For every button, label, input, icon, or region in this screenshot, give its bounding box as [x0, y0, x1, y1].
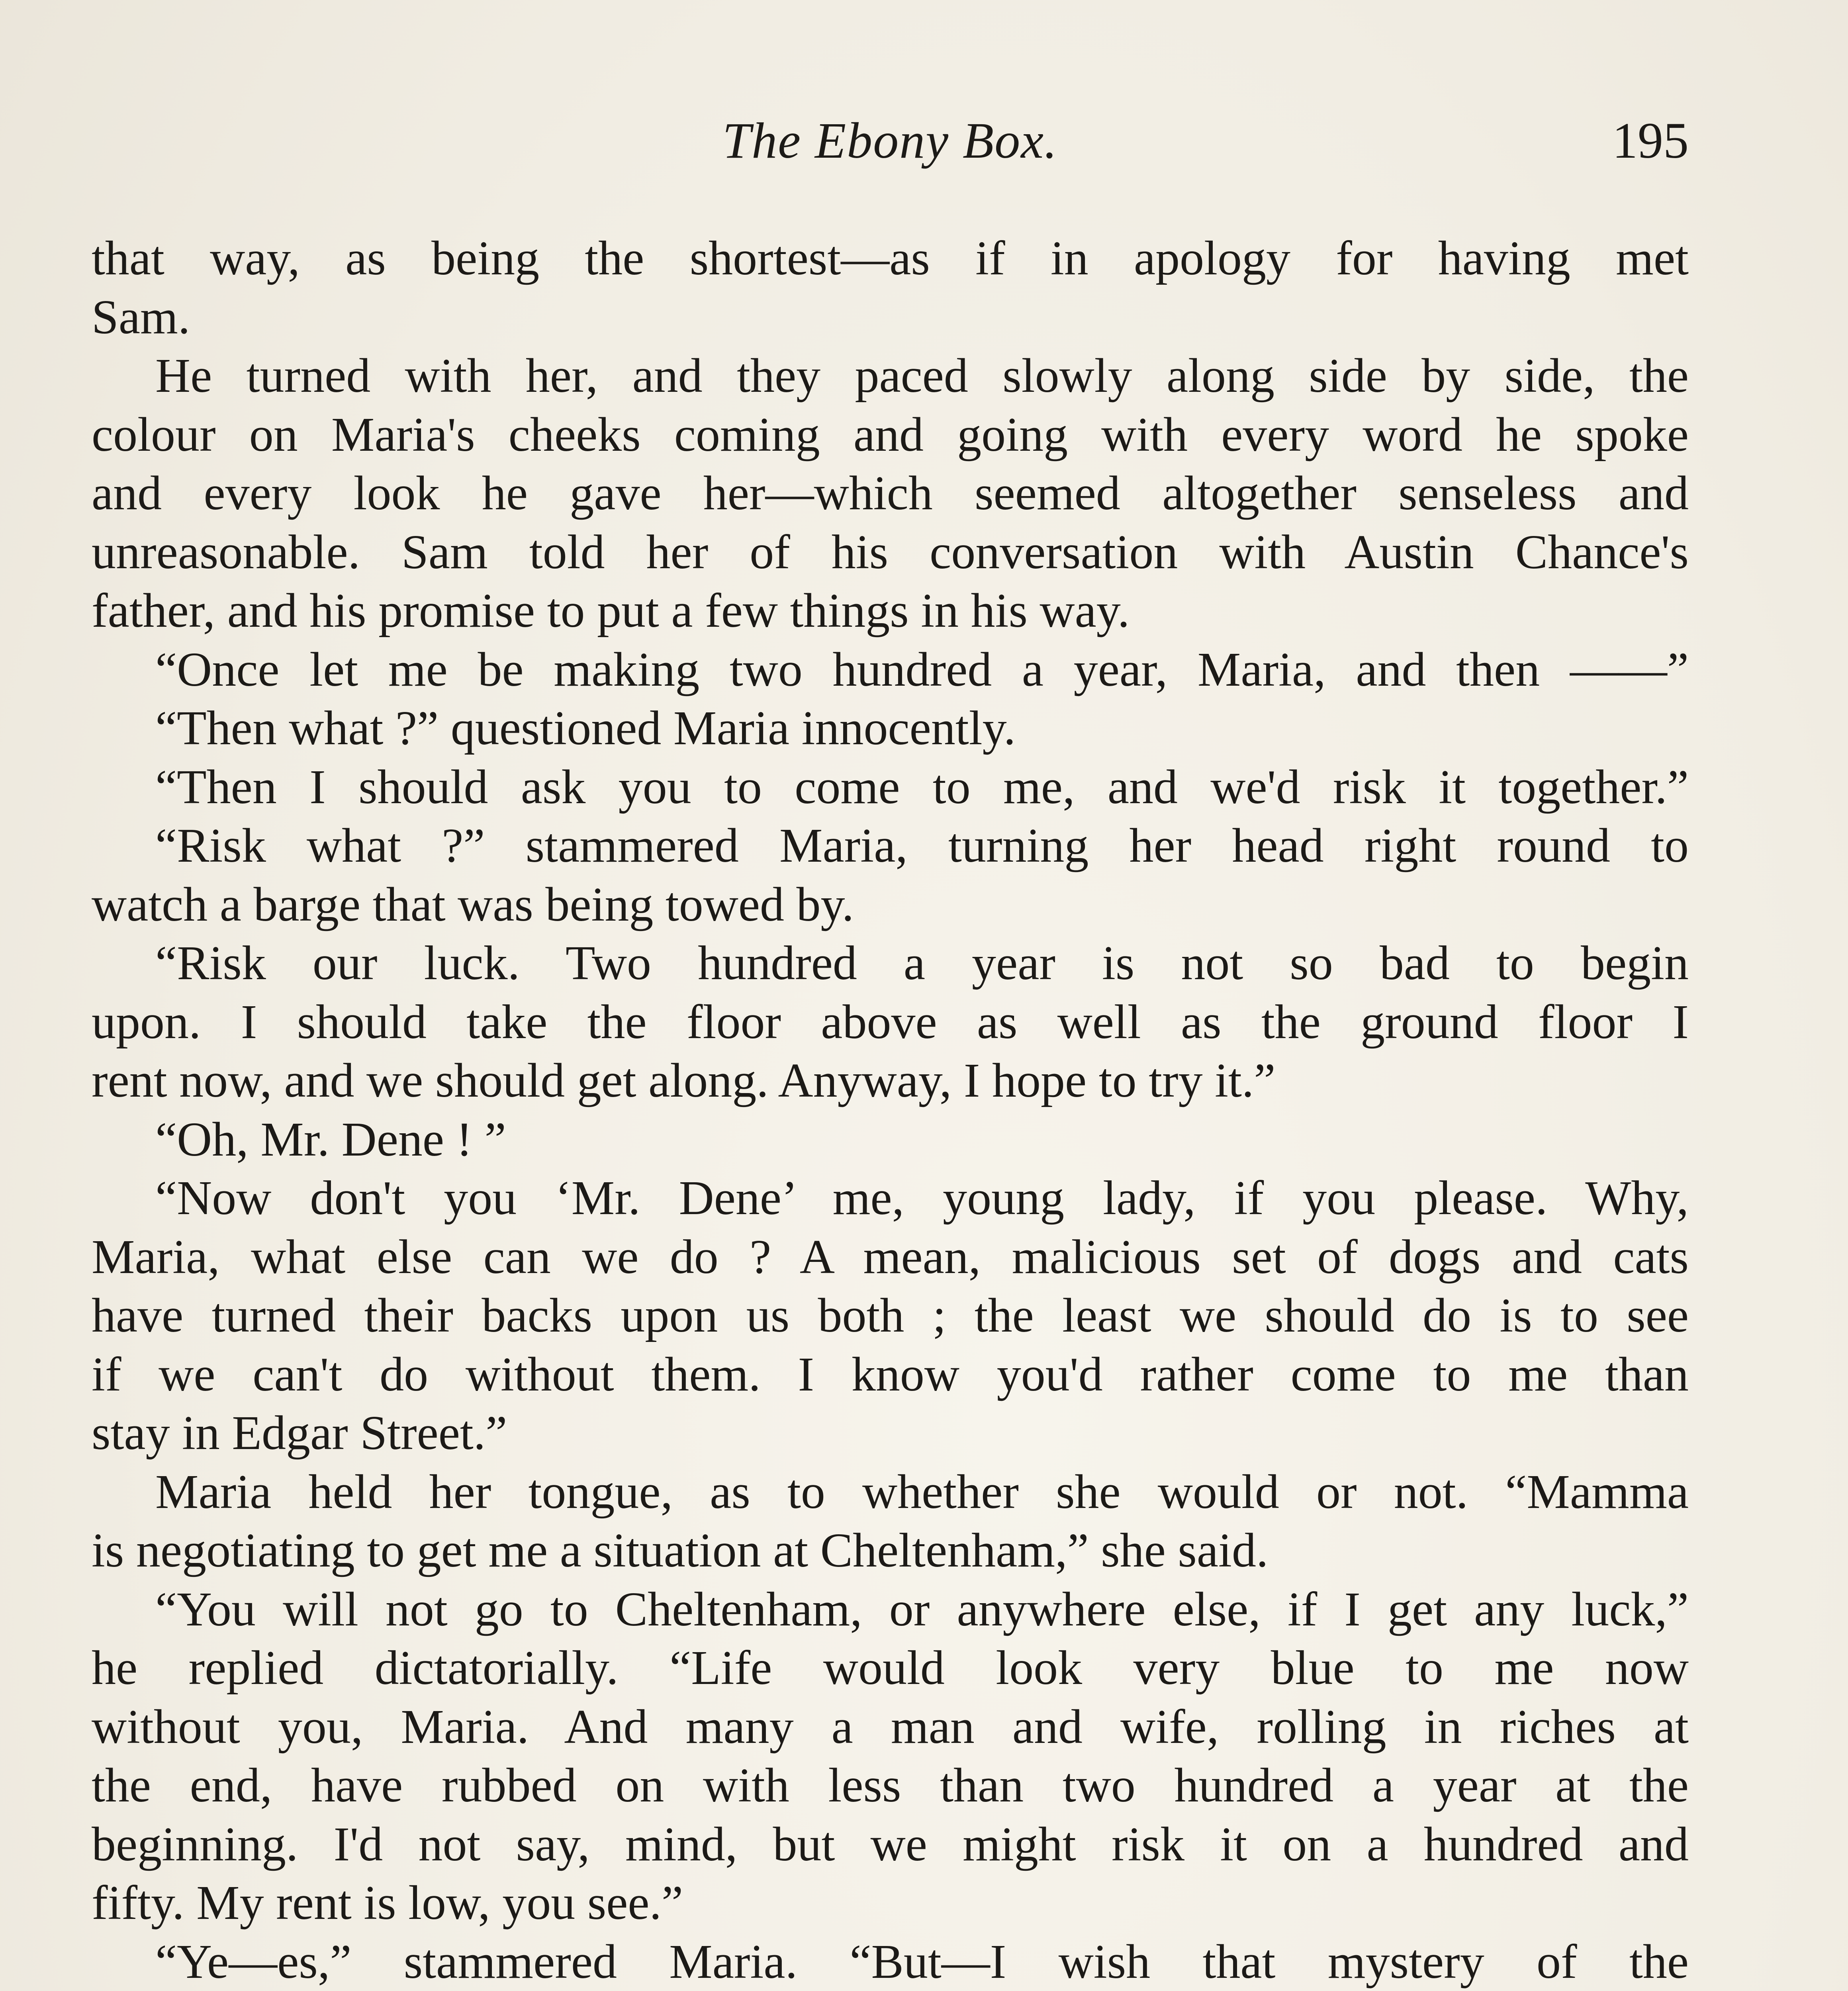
- paragraph: [92, 1580, 1689, 1932]
- text-line: is negotiating to get me a situation at Cheltenham,” she said.: [92, 1524, 1269, 1577]
- text-line: He turned with her, and they paced slowly along side by side, the: [155, 349, 1689, 403]
- text-line: Sam.: [92, 290, 190, 344]
- body-text: [92, 229, 1689, 1991]
- running-header: [92, 108, 1689, 179]
- text-line: and every look he gave her—which seemed altogether senseless and: [92, 466, 1689, 520]
- text-line: “Ye—es,” stammered Maria. “But—I wish that mystery of the: [155, 1934, 1689, 1989]
- text-line: fifty. My rent is low, you see.”: [92, 1876, 683, 1930]
- text-line: rent now, and we should get along. Anyway, I hope to try it.”: [92, 1054, 1276, 1107]
- paragraph: [92, 1463, 1689, 1580]
- page-number: 195: [1612, 112, 1689, 169]
- text-line: “Then I should ask you to come to me, and we'd risk it together.”: [155, 760, 1689, 814]
- text-line: have turned their backs upon us both ; the least we should do is to see: [92, 1289, 1689, 1342]
- text-line: “Once let me be making two hundred a year, Maria, and then ——”: [155, 642, 1689, 696]
- text-line: unreasonable. Sam told her of his conversation with Austin Chance's: [92, 525, 1689, 579]
- paragraph: [92, 816, 1689, 934]
- running-title: The Ebony Box.: [722, 112, 1058, 169]
- paragraph: [92, 346, 1689, 640]
- text-line: that way, as being the shortest—as if in apology for having met: [92, 231, 1689, 285]
- paragraph: [92, 1169, 1689, 1463]
- text-line: Maria, what else can we do ? A mean, malicious set of dogs and cats: [92, 1230, 1689, 1284]
- text-line: “Now don't you ‘Mr. Dene’ me, young lady, if you please. Why,: [155, 1171, 1689, 1225]
- text-line: “You will not go to Cheltenham, or anywhere else, if I get any luck,”: [155, 1582, 1689, 1636]
- text-line: beginning. I'd not say, mind, but we might risk it on a hundred and: [92, 1817, 1689, 1871]
- text-line: “Risk what ?” stammered Maria, turning her head right round to: [155, 819, 1689, 872]
- paragraph: [92, 699, 1689, 758]
- paragraph: [92, 229, 1689, 346]
- text-line: father, and his promise to put a few things in his way.: [92, 584, 1130, 638]
- text-line: “Oh, Mr. Dene ! ”: [155, 1112, 506, 1166]
- text-line: watch a barge that was being towed by.: [92, 877, 854, 931]
- text-line: “Risk our luck. Two hundred a year is not so bad to begin: [155, 936, 1689, 990]
- text-line: colour on Maria's cheeks coming and going with every word he spoke: [92, 407, 1689, 462]
- paragraph: [92, 640, 1689, 699]
- text-line: upon. I should take the floor above as well as the ground floor I: [92, 995, 1689, 1049]
- text-line: “Then what ?” questioned Maria innocently.: [155, 701, 1016, 755]
- text-line: if we can't do without them. I know you'd rather come to me than: [92, 1347, 1689, 1401]
- paragraph: [92, 1932, 1689, 1991]
- text-line: without you, Maria. And many a man and wife, rolling in riches at: [92, 1700, 1689, 1754]
- paragraph: [92, 934, 1689, 1110]
- text-line: he replied dictatorially. “Life would look very blue to me now: [92, 1641, 1689, 1695]
- text-line: the end, have rubbed on with less than two hundred a year at the: [92, 1758, 1689, 1812]
- text-line: stay in Edgar Street.”: [92, 1406, 507, 1460]
- paragraph: [92, 758, 1689, 817]
- text-line: Maria held her tongue, as to whether she would or not. “Mamma: [155, 1465, 1689, 1519]
- paragraph: [92, 1110, 1689, 1169]
